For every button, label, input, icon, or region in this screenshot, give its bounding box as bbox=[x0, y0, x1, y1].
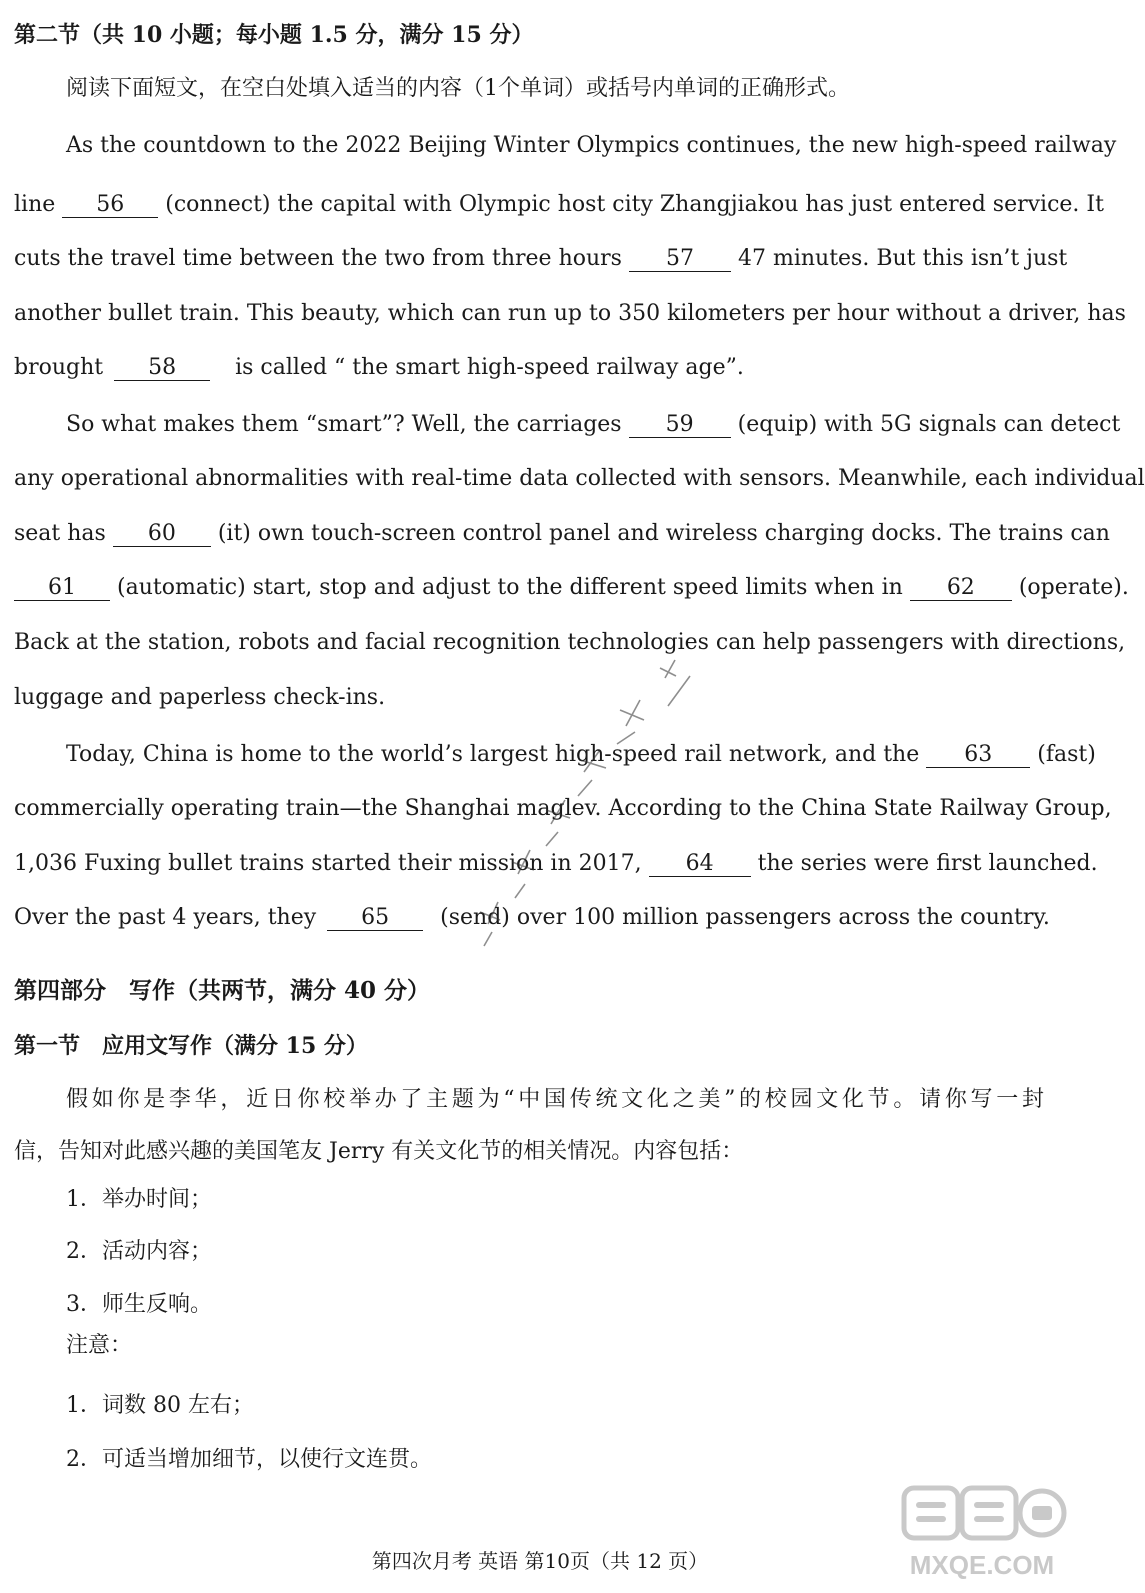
passage-line: So what makes them “smart”? Well, the carriages 59 (equip) with 5G signals can detect bbox=[66, 412, 1121, 437]
list-item: 1．词数 80 左右； bbox=[66, 1393, 254, 1418]
list-item: 1．举办时间； bbox=[66, 1187, 212, 1212]
passage-line: seat has 60 (it) own touch-screen control panel and wireless charging docks. The trains can bbox=[14, 521, 1110, 546]
passage-line: brought 58 is called “ the smart high-speed railway age”. bbox=[14, 355, 744, 380]
blank-57[interactable]: 57 bbox=[629, 247, 731, 272]
passage-line: line 56 (connect) the capital with Olympic host city Zhangjiakou has just entered service. It bbox=[14, 192, 1104, 217]
instruction: 阅读下面短文，在空白处填入适当的内容（1个单词）或括号内单词的正确形式。 bbox=[66, 76, 850, 101]
passage-line: 61 (automatic) start, stop and adjust to the different speed limits when in 62 (operate). bbox=[14, 573, 1044, 603]
prompt-line: 假如你是李华，近日你校举办了主题为“中国传统文化之美”的校园文化节。请你写一封 bbox=[66, 1087, 1044, 1112]
passage-line: commercially operating train—the Shanghai maglev. According to the China State Railway Group, bbox=[14, 796, 1112, 821]
passage-line: any operational abnormalities with real-time data collected with sensors. Meanwhile, each individual bbox=[14, 466, 1145, 491]
blank-56[interactable]: 56 bbox=[62, 193, 158, 218]
prompt-line: 信，告知对此感兴趣的美国笔友 Jerry 有关文化节的相关情况。内容包括： bbox=[14, 1139, 744, 1164]
blank-64[interactable]: 64 bbox=[649, 852, 751, 877]
passage-line: As the countdown to the 2022 Beijing Winter Olympics continues, the new high-speed railway bbox=[66, 133, 1117, 158]
section-heading: 第二节（共 10 小题；每小题 1.5 分，满分 15 分） bbox=[14, 22, 534, 48]
list-item: 2．活动内容； bbox=[66, 1239, 212, 1264]
passage-line: Back at the station, robots and facial recognition technologies can help passengers with directions, bbox=[14, 630, 1126, 655]
logo-text: MXQE.COM bbox=[909, 1550, 1055, 1580]
blank-60[interactable]: 60 bbox=[113, 522, 211, 547]
passage-line: Today, China is home to the world’s largest high-speed rail network, and the 63 (fast) bbox=[66, 742, 1096, 767]
blank-61[interactable]: 61 bbox=[14, 576, 110, 601]
passage-line: 1,036 Fuxing bullet trains started their mission in 2017, 64 the series were first launched. bbox=[14, 851, 1098, 876]
sub-heading: 第一节 应用文写作（满分 15 分） bbox=[14, 1033, 368, 1059]
blank-65[interactable]: 65 bbox=[327, 906, 423, 931]
list-item: 3．师生反响。 bbox=[66, 1292, 212, 1317]
list-item: 2．可适当增加细节，以使行文连贯。 bbox=[66, 1447, 432, 1472]
page-footer: 第四次月考 英语 第10页（共 12 页） bbox=[371, 1549, 709, 1573]
passage-line: luggage and paperless check-ins. bbox=[14, 685, 386, 710]
blank-63[interactable]: 63 bbox=[926, 743, 1030, 768]
blank-59[interactable]: 59 bbox=[629, 413, 731, 438]
passage-line: cuts the travel time between the two from three hours 57 47 minutes. But this isn’t just bbox=[14, 246, 1068, 271]
part-heading: 第四部分 写作（共两节，满分 40 分） bbox=[14, 977, 431, 1004]
blank-62[interactable]: 62 bbox=[910, 576, 1012, 601]
passage-line: another bullet train. This beauty, which can run up to 350 kilometers per hour without a driver, has bbox=[14, 301, 1126, 326]
note-label: 注意： bbox=[66, 1333, 133, 1358]
passage-line: Over the past 4 years, they 65 (send) over 100 million passengers across the country. bbox=[14, 905, 1050, 930]
blank-58[interactable]: 58 bbox=[114, 356, 210, 381]
